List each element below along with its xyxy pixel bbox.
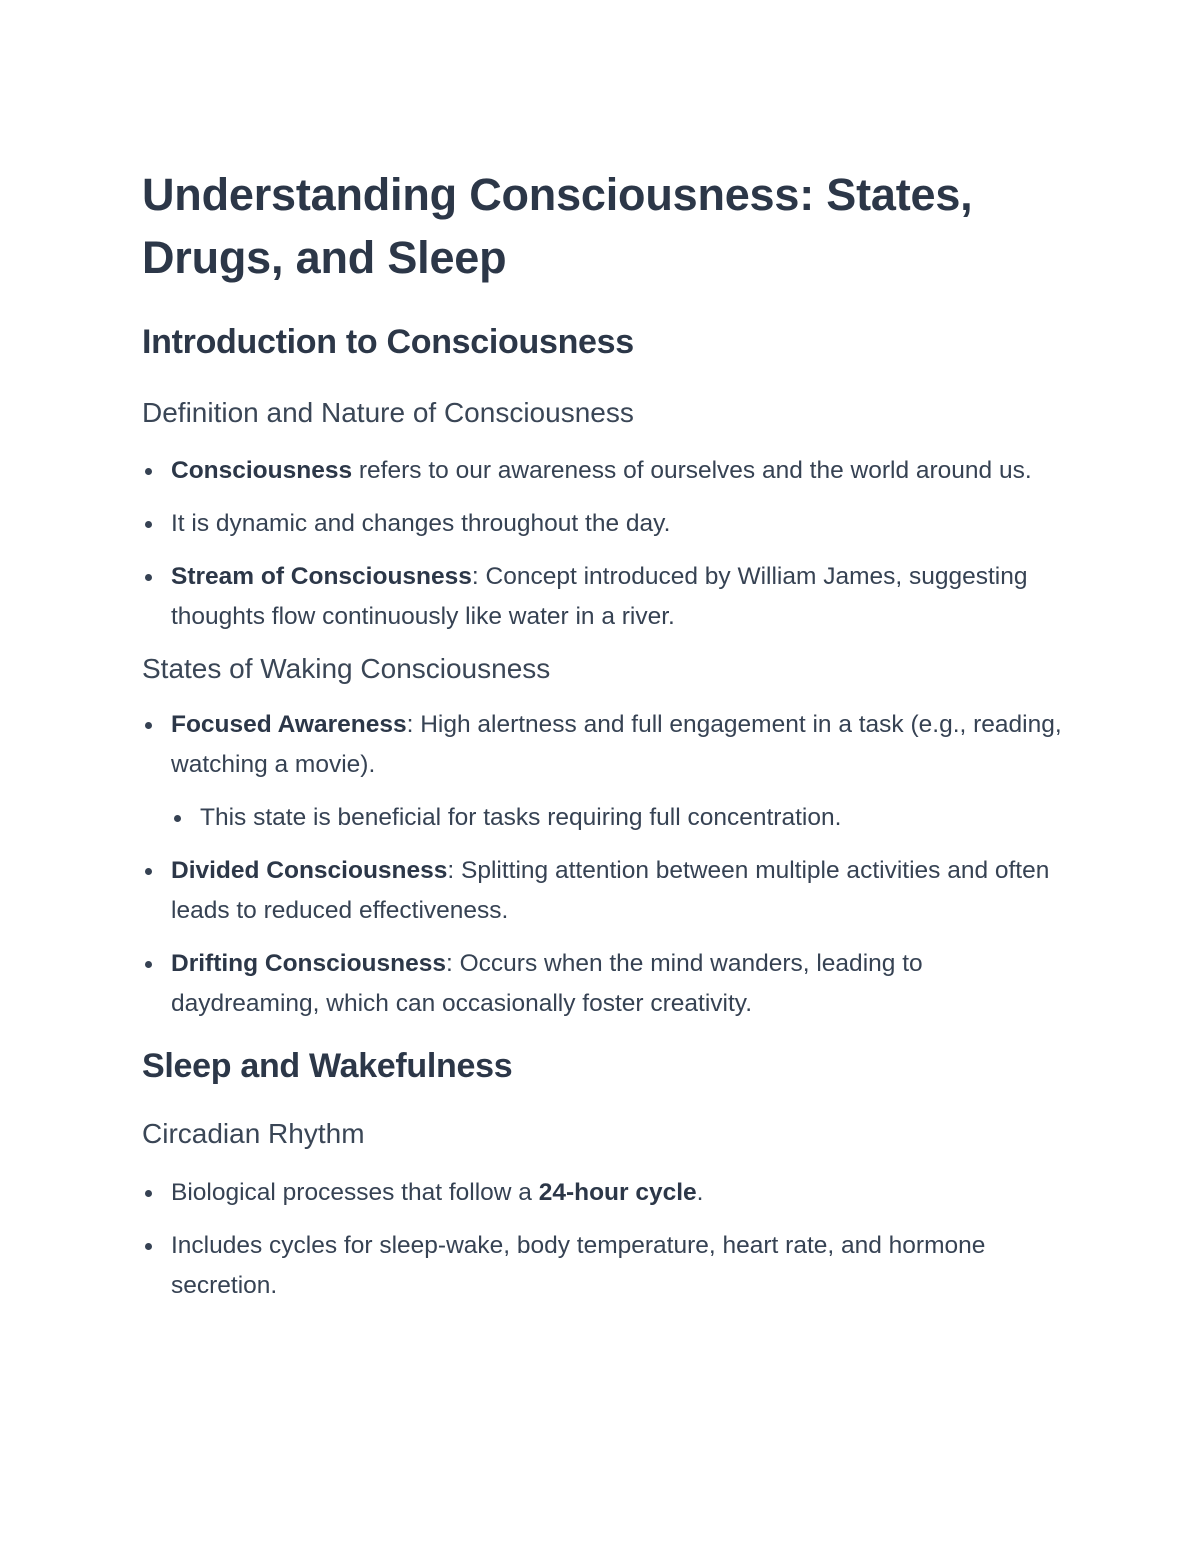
item-text: Includes cycles for sleep-wake, body temperature, heart rate, and hormone secretion.	[171, 1232, 986, 1299]
subsection-heading: States of Waking Consciousness	[142, 653, 551, 684]
section-heading: Sleep and Wakefulness	[142, 1047, 513, 1085]
document-title: Understanding Consciousness: States, Drugs, and Sleep	[142, 169, 973, 283]
list-item	[142, 944, 1062, 1024]
item-text: : Splitting attention between multiple activities and often leads to reduced effectiveness.	[171, 857, 1050, 924]
item-text: It is dynamic and changes throughout the day.	[171, 510, 671, 537]
list-item	[142, 1173, 1062, 1213]
bullet-list	[142, 705, 1062, 1024]
subsection-heading: Circadian Rhythm	[142, 1118, 365, 1149]
bullet-list	[142, 451, 1062, 637]
item-text: : High alertness and full engagement in a task (e.g., reading, watching a movie).	[171, 711, 1062, 778]
term: Drifting Consciousness	[171, 950, 446, 977]
document-page	[142, 163, 1062, 1319]
list-item	[142, 504, 1062, 544]
term: Divided Consciousness	[171, 857, 448, 884]
section-heading: Introduction to Consciousness	[142, 323, 634, 361]
nested-list-item	[171, 798, 1062, 838]
item-text: : Concept introduced by William James, suggesting thoughts flow continuously like water in a river.	[171, 563, 1028, 630]
item-text: Biological processes that follow a	[171, 1179, 539, 1206]
list-item	[142, 451, 1062, 491]
item-text: This state is beneficial for tasks requiring full concentration.	[200, 804, 842, 831]
item-text: : Occurs when the mind wanders, leading to daydreaming, which can occasionally foster creativity.	[171, 950, 923, 1017]
term: Stream of Consciousness	[171, 563, 472, 590]
term: 24-hour cycle	[538, 1179, 697, 1206]
list-item	[142, 1226, 1062, 1306]
list-item	[142, 851, 1062, 931]
list-item	[142, 705, 1062, 785]
subsection-heading: Definition and Nature of Consciousness	[142, 397, 634, 428]
bullet-list	[142, 1173, 1062, 1306]
list-item	[142, 557, 1062, 637]
item-text: refers to our awareness of ourselves and the world around us.	[352, 457, 1032, 484]
term: Focused Awareness	[171, 711, 407, 738]
term: Consciousness	[171, 457, 353, 484]
item-text: .	[696, 1179, 704, 1206]
